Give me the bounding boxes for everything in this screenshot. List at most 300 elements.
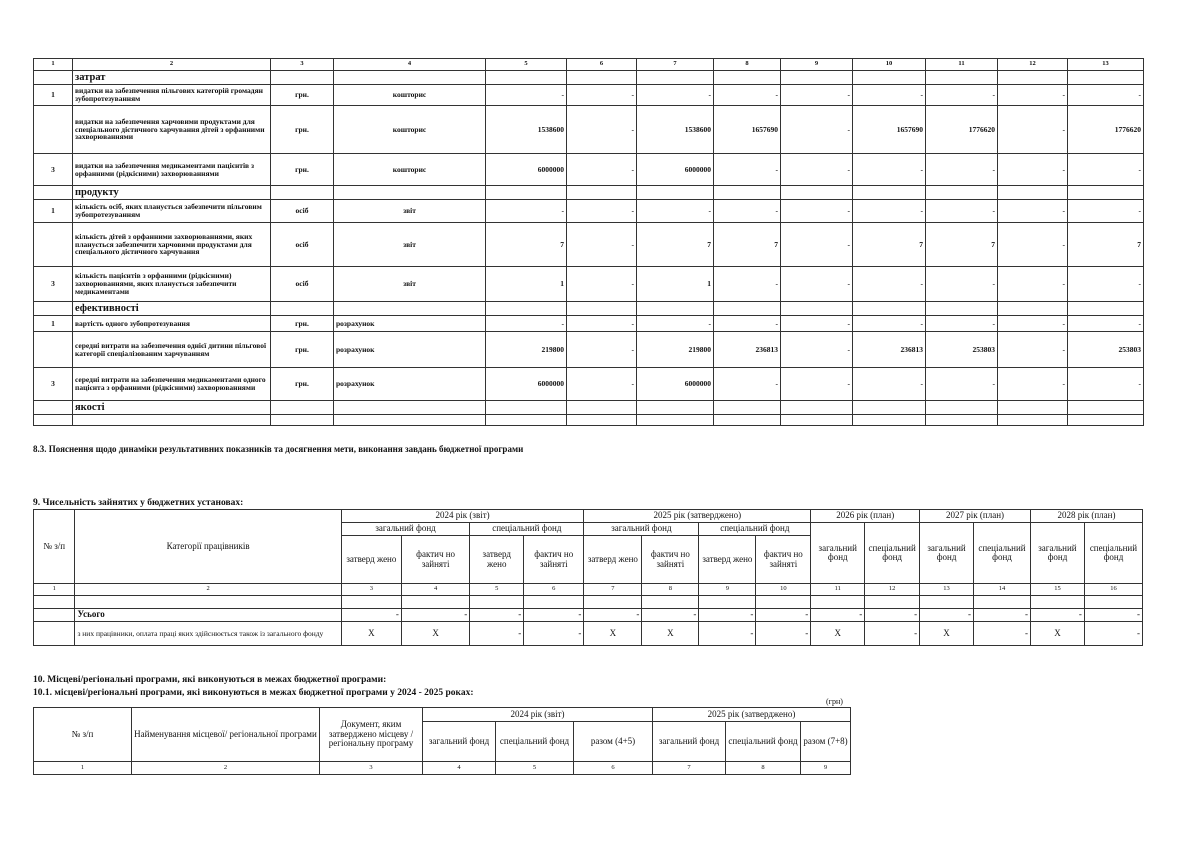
header-2024: 2024 рік (звіт) [423,708,653,722]
value-cell: X [811,622,865,646]
unit: осіб [271,200,334,223]
indicator-name: видатки на забезпечення харчовими продуктами для спеціального дієтичного харчування дітей з орфанними захворюваннями [73,106,271,154]
value-cell: - [998,332,1068,368]
cell [1068,415,1144,426]
cell [486,186,567,200]
value-cell: - [756,609,811,622]
column-number: 13 [920,584,974,596]
value-cell: 1538600 [486,106,567,154]
column-number: 7 [653,762,726,775]
value-cell: - [1068,200,1144,223]
value-cell: 6000000 [637,154,714,186]
cell [637,71,714,85]
value-cell: X [920,622,974,646]
cell [567,415,637,426]
value-cell: 1 [637,267,714,302]
column-number: 8 [642,584,699,596]
column-number: 11 [811,584,865,596]
cell [853,302,926,316]
cell [1068,302,1144,316]
cell [853,415,926,426]
value-cell: X [1031,622,1085,646]
value-cell: - [714,368,781,401]
unit: грн. [271,332,334,368]
value-cell: - [998,223,1068,267]
value-cell: - [1068,85,1144,106]
header-2024: 2024 рік (звіт) [341,510,584,523]
unit: осіб [271,223,334,267]
value-cell: - [637,200,714,223]
header-spec-fund: спеціальний фонд [974,523,1031,584]
header-2025: 2025 рік (затверджено) [653,708,851,722]
staff-count-table [33,509,1143,646]
cell [926,401,998,415]
row-number: 3 [34,368,73,401]
cell [781,302,853,316]
value-cell: - [567,154,637,186]
column-number: 2 [132,762,320,775]
table-row [34,267,1144,302]
value-cell: 219800 [486,332,567,368]
cell [1068,186,1144,200]
table-row [34,401,1144,415]
unit: осіб [271,267,334,302]
cell [334,401,486,415]
value-cell: - [714,267,781,302]
value-cell: - [781,106,853,154]
column-number: 4 [423,762,496,775]
row-number [34,223,73,267]
column-number: 7 [637,59,714,71]
cell [271,71,334,85]
column-number: 1 [34,762,132,775]
unit: грн. [271,316,334,332]
value-cell: 253803 [926,332,998,368]
cell [486,71,567,85]
table-row [34,106,1144,154]
cell [567,302,637,316]
header-no: № з/п [34,708,132,762]
cell [271,401,334,415]
value-cell: - [926,154,998,186]
header-approved: затверд жено [699,536,756,584]
column-number: 3 [320,762,423,775]
value-cell: - [781,267,853,302]
value-cell: - [781,154,853,186]
header-total-2024: разом (4+5) [574,722,653,762]
total-label: Усього [75,609,341,622]
column-number: 4 [401,584,469,596]
column-number: 3 [341,584,401,596]
value-cell: 7 [853,223,926,267]
column-number: 9 [699,584,756,596]
value-cell: - [998,200,1068,223]
column-number: 5 [486,59,567,71]
value-cell: - [714,85,781,106]
value-cell: - [926,368,998,401]
value-cell: - [926,267,998,302]
cell [34,609,75,622]
cell [637,186,714,200]
source: звіт [334,200,486,223]
table-row [34,302,1144,316]
value-cell: - [699,622,756,646]
section-label: продукту [73,186,271,200]
header-spec-fund: спеціальний фонд [699,523,811,536]
column-number: 12 [998,59,1068,71]
header-document: Документ, яким затверджено місцеву / регіональну програму [320,708,423,762]
value-cell: - [567,223,637,267]
cell [998,302,1068,316]
value-cell: - [341,609,401,622]
value-cell: - [998,154,1068,186]
header-2025: 2025 рік (затверджено) [584,510,811,523]
value-cell: - [470,609,524,622]
value-cell: 1 [486,267,567,302]
value-cell: - [926,200,998,223]
performance-indicators-table [33,58,1144,426]
value-cell: - [567,332,637,368]
unit: грн. [271,106,334,154]
indicator-name: середні витрати на забезпечення медикаментами одного пацієнта з орфанними (рідкісними) захворюваннями [73,368,271,401]
column-number: 1 [34,584,75,596]
cell [781,71,853,85]
column-number: 5 [496,762,574,775]
cell [637,401,714,415]
column-number: 5 [470,584,524,596]
cell [998,71,1068,85]
cell [714,302,781,316]
header-gen-fund: загальний фонд [584,523,699,536]
column-number: 15 [1031,584,1085,596]
header-spec-fund: спеціальний фонд [865,523,920,584]
indicator-name: вартість одного зубопротезування [73,316,271,332]
cell [486,401,567,415]
cell [926,415,998,426]
cell [567,401,637,415]
source: розрахунок [334,316,486,332]
cell [1068,71,1144,85]
table-row [34,85,1144,106]
column-number: 6 [567,59,637,71]
value-cell: 6000000 [486,368,567,401]
header-approved: затверд жено [584,536,642,584]
value-cell: 1538600 [637,106,714,154]
column-number: 7 [584,584,642,596]
value-cell: - [637,316,714,332]
header-gen-fund: загальний фонд [423,722,496,762]
value-cell: - [1084,622,1142,646]
column-number: 3 [271,59,334,71]
regional-programs-table [33,707,851,775]
value-cell: - [567,106,637,154]
table-row [34,368,1144,401]
value-cell: - [699,609,756,622]
cell [271,302,334,316]
value-cell: 253803 [1068,332,1144,368]
value-cell: - [1031,609,1085,622]
source: розрахунок [334,368,486,401]
column-number: 6 [574,762,653,775]
value-cell: 236813 [853,332,926,368]
row-number [34,332,73,368]
indicator-name: видатки на забезпечення медикаментами пацієнтів з орфанними (рідкісними) захворюваннями [73,154,271,186]
value-cell: 7 [926,223,998,267]
value-cell: - [781,368,853,401]
header-gen-fund: загальний фонд [341,523,470,536]
section-9-heading: 9. Чисельність зайнятих у бюджетних установах: [33,498,244,508]
cell [271,186,334,200]
value-cell: - [974,609,1031,622]
value-cell: - [714,154,781,186]
indicator-name: кількість осіб, яких планується забезпечити пільговим зубопротезуванням [73,200,271,223]
column-number: 9 [801,762,851,775]
cell [334,302,486,316]
value-cell: - [853,368,926,401]
cell [998,186,1068,200]
column-number: 4 [334,59,486,71]
column-number: 10 [853,59,926,71]
cell [567,186,637,200]
column-number: 12 [865,584,920,596]
header-approved: затверд жено [470,536,524,584]
column-number: 1 [34,59,73,71]
cell [271,415,334,426]
value-cell: 219800 [637,332,714,368]
section-label: ефективності [73,302,271,316]
value-cell: - [920,609,974,622]
value-cell: X [341,622,401,646]
cell [486,415,567,426]
row-number: 3 [34,154,73,186]
cell [853,71,926,85]
table-row [34,415,1144,426]
value-cell: 1657690 [714,106,781,154]
unit-label: (грн) [826,697,843,706]
cell [637,415,714,426]
cell [1068,401,1144,415]
value-cell: - [974,622,1031,646]
header-gen-fund: загальний фонд [811,523,865,584]
value-cell: 7 [714,223,781,267]
header-2026: 2026 рік (план) [811,510,920,523]
value-cell: - [811,609,865,622]
value-cell: - [1068,316,1144,332]
header-actual: фактич но зайняті [642,536,699,584]
cell [853,401,926,415]
section-10-1-heading: 10.1. місцеві/регіональні програми, які виконуються в межах бюджетної програми у 2024 - 2025 роках: [33,688,474,698]
column-number: 2 [75,584,341,596]
value-cell: 236813 [714,332,781,368]
table-row [34,154,1144,186]
header-spec-fund: спеціальний фонд [1084,523,1142,584]
section-10-heading: 10. Місцеві/регіональні програми, які виконуються в межах бюджетної програми: [33,675,387,685]
cell [714,71,781,85]
cell [567,71,637,85]
value-cell: - [567,267,637,302]
cell [998,415,1068,426]
value-cell: - [567,316,637,332]
column-number: 8 [726,762,801,775]
value-cell: - [486,85,567,106]
header-actual: фактич но зайняті [401,536,469,584]
value-cell: - [1068,267,1144,302]
value-cell: - [642,609,699,622]
value-cell: - [781,200,853,223]
row-number: 3 [34,267,73,302]
header-total-2025: разом (7+8) [801,722,851,762]
table-row [34,200,1144,223]
value-cell: 1657690 [853,106,926,154]
row-number: 1 [34,200,73,223]
table-row [34,223,1144,267]
cell [781,401,853,415]
cell [853,186,926,200]
value-cell: - [865,609,920,622]
cell [926,186,998,200]
header-program-name: Найменування місцевої/ регіональної програми [132,708,320,762]
source: розрахунок [334,332,486,368]
cell [334,186,486,200]
value-cell: 6000000 [486,154,567,186]
indicator-name: видатки на забезпечення пільгових категорій громадян зубопротезуванням [73,85,271,106]
value-cell: - [567,85,637,106]
value-cell: 7 [637,223,714,267]
header-actual: фактич но зайняті [524,536,584,584]
header-spec-fund: спеціальний фонд [726,722,801,762]
value-cell: - [781,316,853,332]
cell [926,71,998,85]
cell [34,415,73,426]
value-cell: - [926,85,998,106]
value-cell: - [637,85,714,106]
table-row [34,71,1144,85]
value-cell: X [642,622,699,646]
section-8-3-heading: 8.3. Пояснення щодо динаміки результативних показників та досягнення мети, виконання завдань бюджетної програми [33,444,524,454]
value-cell: X [401,622,469,646]
cell [637,302,714,316]
column-number: 13 [1068,59,1144,71]
value-cell: - [1084,609,1142,622]
cell [34,302,73,316]
value-cell: - [486,316,567,332]
table-row [34,316,1144,332]
value-cell: 6000000 [637,368,714,401]
column-number: 8 [714,59,781,71]
value-cell: - [714,316,781,332]
header-gen-fund: загальний фонд [920,523,974,584]
header-spec-fund: спеціальний фонд [496,722,574,762]
cell [34,622,75,646]
cell [34,401,73,415]
table-row [34,332,1144,368]
value-cell: - [584,609,642,622]
cell [714,415,781,426]
header-category: Категорії працівників [75,510,341,584]
value-cell: - [524,622,584,646]
column-number: 2 [73,59,271,71]
unit: грн. [271,85,334,106]
value-cell: - [853,267,926,302]
column-number: 6 [524,584,584,596]
value-cell: - [756,622,811,646]
source: кошторис [334,106,486,154]
cell [486,302,567,316]
value-cell: - [401,609,469,622]
header-gen-fund: загальний фонд [653,722,726,762]
value-cell: - [926,316,998,332]
cell [926,302,998,316]
value-cell: - [567,200,637,223]
source: звіт [334,223,486,267]
value-cell: 1776620 [926,106,998,154]
value-cell: - [853,85,926,106]
value-cell: - [998,85,1068,106]
value-cell: - [998,316,1068,332]
value-cell: - [853,154,926,186]
source: кошторис [334,85,486,106]
column-number: 14 [974,584,1031,596]
value-cell: - [781,223,853,267]
subtotal-label: з них працівники, оплата праці яких здійснюється також із загального фонду [75,622,341,646]
value-cell: - [853,316,926,332]
cell [781,415,853,426]
column-number: 9 [781,59,853,71]
header-2027: 2027 рік (план) [920,510,1031,523]
cell [73,415,271,426]
cell [998,401,1068,415]
cell [714,186,781,200]
indicator-name: кількість дітей з орфанними захворюваннями, яких планується забезпечити харчовими продуктами для спеціального дієтичного харчування [73,223,271,267]
cell [714,401,781,415]
value-cell: - [998,267,1068,302]
unit: грн. [271,368,334,401]
value-cell: - [470,622,524,646]
value-cell: - [998,106,1068,154]
cell [781,186,853,200]
value-cell: - [998,368,1068,401]
cell [334,71,486,85]
column-number: 10 [756,584,811,596]
header-actual: фактич но зайняті [756,536,811,584]
column-number: 11 [926,59,998,71]
value-cell: - [781,332,853,368]
cell [34,186,73,200]
value-cell: 1776620 [1068,106,1144,154]
indicator-name: середні витрати на забезпечення однієї дитини пільгової категорії спеціалізованим харчуванням [73,332,271,368]
section-label: затрат [73,71,271,85]
value-cell: - [1068,368,1144,401]
value-cell: - [1068,154,1144,186]
unit: грн. [271,154,334,186]
row-number: 1 [34,316,73,332]
value-cell: - [567,368,637,401]
row-number [34,106,73,154]
indicator-name: кількість пацієнтів з орфанними (рідкісними) захворюваннями, яких планується забезпечити медикаментами [73,267,271,302]
column-number: 16 [1084,584,1142,596]
header-approved: затверд жено [341,536,401,584]
source: кошторис [334,154,486,186]
value-cell: - [714,200,781,223]
cell [34,71,73,85]
row-number: 1 [34,85,73,106]
value-cell: 7 [1068,223,1144,267]
value-cell: - [524,609,584,622]
value-cell: - [853,200,926,223]
table-row [34,186,1144,200]
header-spec-fund: спеціальний фонд [470,523,584,536]
value-cell: - [781,85,853,106]
